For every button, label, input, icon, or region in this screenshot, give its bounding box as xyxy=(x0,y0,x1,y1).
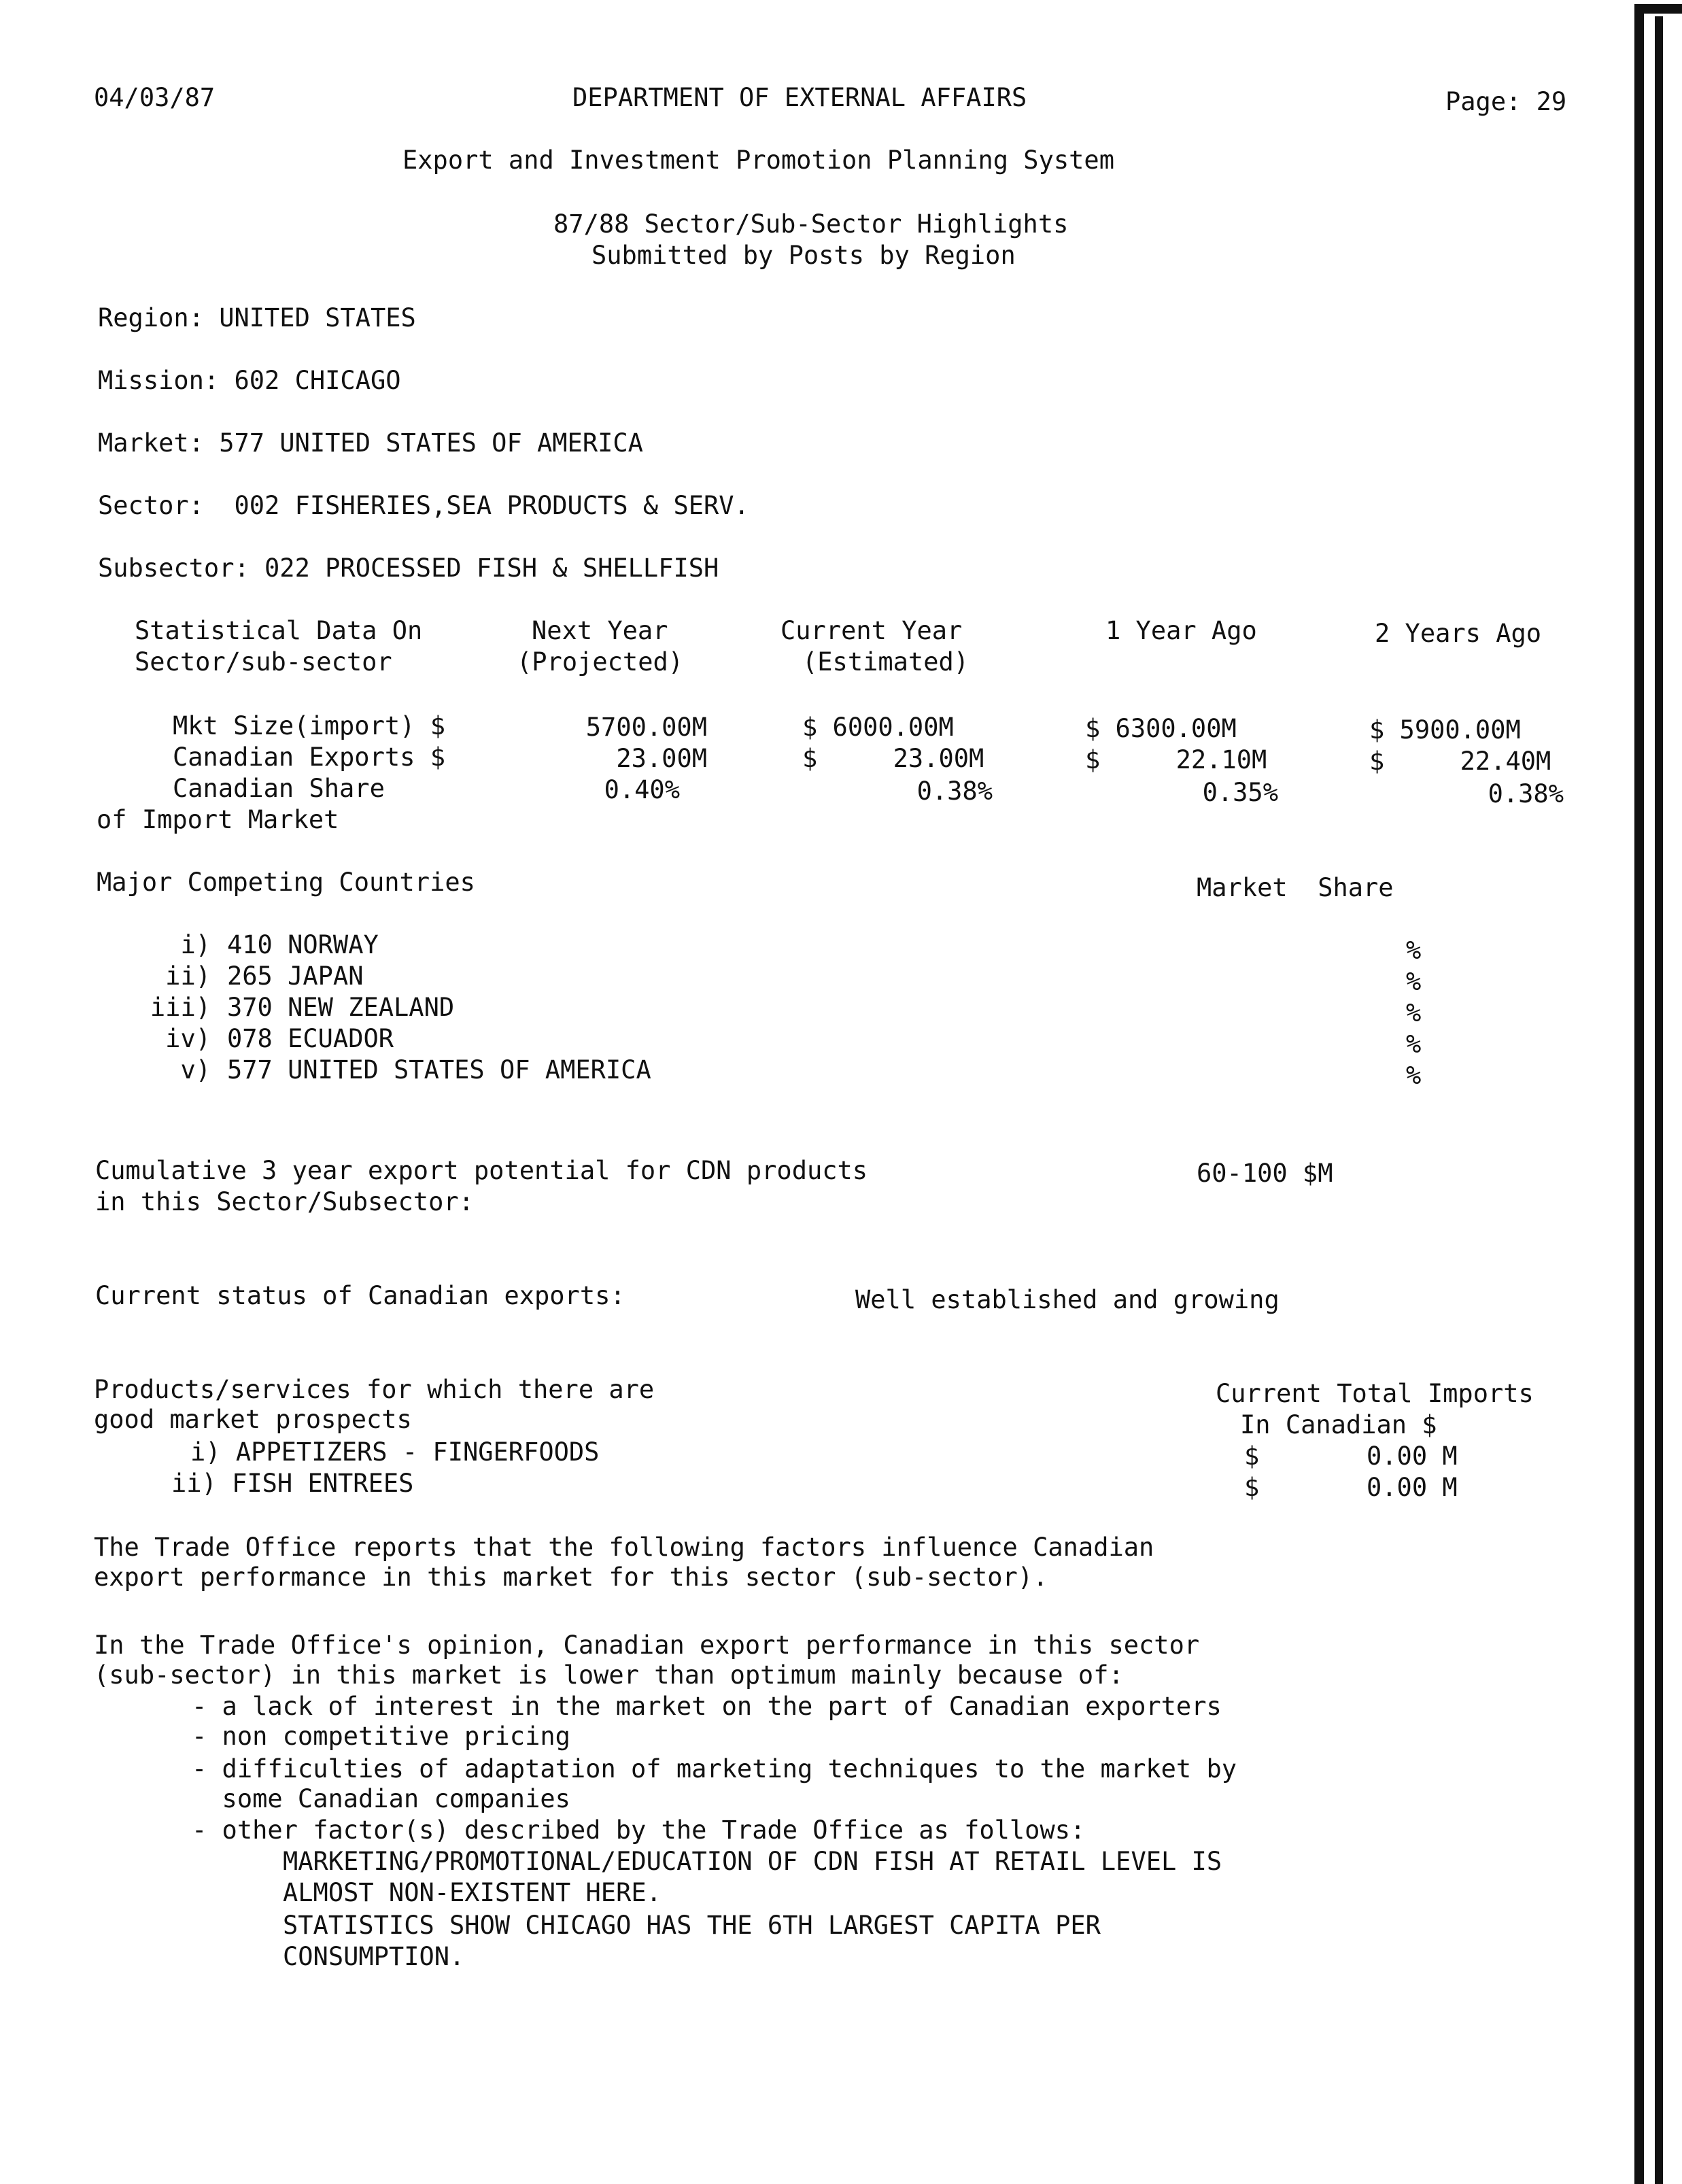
market-line: Market: 577 UNITED STATES OF AMERICA xyxy=(98,428,643,458)
opinion-line: In the Trade Office's opinion, Canadian export performance in this sector xyxy=(94,1631,1200,1660)
competitor-index: iii) xyxy=(150,993,211,1022)
competitor-name: 265 JAPAN xyxy=(227,961,364,991)
cdn-exports-2-ago: $ 22.40M xyxy=(1369,747,1551,776)
competitor-name: 410 NORWAY xyxy=(227,930,379,959)
share-suffix: of Import Market xyxy=(97,805,339,834)
stats-label-2: Sector/sub-sector xyxy=(135,647,392,677)
products-heading: Products/services for which there are xyxy=(94,1375,655,1404)
factor-bullet: some Canadian companies xyxy=(192,1784,570,1813)
report-date: 04/03/87 xyxy=(94,83,216,112)
page-edge-line xyxy=(1634,7,1644,2184)
row-label-mkt-size: Mkt Size(import) $ xyxy=(173,711,445,740)
col-1-year-ago: 1 Year Ago xyxy=(1105,616,1257,645)
cdn-exports-current: $ 23.00M xyxy=(802,744,984,773)
cdn-share-2-ago: 0.38% xyxy=(1488,779,1564,808)
potential-label-2: in this Sector/Subsector: xyxy=(95,1187,474,1216)
opinion-line-2: (sub-sector) in this market is lower than optimum mainly because of: xyxy=(94,1660,1124,1690)
col-current-year-sub: (Estimated) xyxy=(802,647,969,677)
subsector-line: Subsector: 022 PROCESSED FISH & SHELLFISH xyxy=(98,553,719,583)
col-2-years-ago: 2 Years Ago xyxy=(1375,619,1542,648)
product-currency: $ xyxy=(1244,1473,1260,1502)
factor-bullet: - a lack of interest in the market on the part of Canadian exporters xyxy=(192,1692,1222,1721)
factor-bullet: - difficulties of adaptation of marketing techniques to the market by xyxy=(192,1754,1237,1784)
page-edge-line-inner xyxy=(1655,16,1663,2184)
stats-label: Statistical Data On xyxy=(135,616,423,645)
status-label: Current status of Canadian exports: xyxy=(95,1281,625,1310)
factors-intro-2: export performance in this market for this sector (sub-sector). xyxy=(94,1563,1048,1592)
mkt-size-next: 5700.00M xyxy=(585,713,707,742)
cdn-share-next: 0.40% xyxy=(604,775,680,804)
product-value: 0.00 M xyxy=(1367,1441,1458,1471)
col-next-year: Next Year xyxy=(532,616,668,645)
competitor-share: % xyxy=(1406,1061,1422,1090)
competitors-heading: Major Competing Countries xyxy=(97,868,475,897)
competitor-index: ii) xyxy=(165,961,211,991)
department-title: DEPARTMENT OF EXTERNAL AFFAIRS xyxy=(572,83,1027,112)
competitor-name: 577 UNITED STATES OF AMERICA xyxy=(227,1055,651,1085)
report-subtitle: 87/88 Sector/Sub-Sector Highlights xyxy=(553,209,1069,239)
trade-office-note: STATISTICS SHOW CHICAGO HAS THE 6TH LARGEST CAPITA PER xyxy=(283,1911,1101,1940)
factors-intro: The Trade Office reports that the following factors influence Canadian xyxy=(94,1533,1154,1562)
product-item: ii) FISH ENTREES xyxy=(171,1469,414,1498)
system-title: Export and Investment Promotion Planning System xyxy=(402,146,1114,175)
cdn-share-current: 0.38% xyxy=(916,777,993,806)
competitor-share: % xyxy=(1406,967,1422,996)
row-label-cdn-share: Canadian Share xyxy=(173,774,385,803)
imports-heading-2: In Canadian $ xyxy=(1240,1410,1437,1439)
competitor-share: % xyxy=(1406,936,1422,965)
factor-bullet: - non competitive pricing xyxy=(192,1722,570,1751)
potential-label: Cumulative 3 year export potential for CDN products xyxy=(95,1156,868,1185)
report-subtitle-2: Submitted by Posts by Region xyxy=(591,241,1016,270)
competitor-index: iv) xyxy=(165,1024,211,1053)
product-value: 0.00 M xyxy=(1367,1473,1458,1502)
product-item: i) APPETIZERS - FINGERFOODS xyxy=(190,1437,600,1467)
trade-office-note: MARKETING/PROMOTIONAL/EDUCATION OF CDN FISH AT RETAIL LEVEL IS xyxy=(283,1847,1222,1876)
col-next-year-sub: (Projected) xyxy=(517,647,684,677)
competitor-name: 078 ECUADOR xyxy=(227,1024,394,1053)
sector-line: Sector: 002 FISHERIES,SEA PRODUCTS & SERV. xyxy=(98,491,749,520)
cdn-exports-next: 23.00M xyxy=(616,744,707,773)
product-currency: $ xyxy=(1244,1441,1260,1471)
competitor-index: v) xyxy=(180,1055,211,1085)
competitor-index: i) xyxy=(180,930,211,959)
mkt-size-current: $ 6000.00M xyxy=(802,713,954,742)
col-current-year: Current Year xyxy=(780,616,963,645)
page-number: Page: 29 xyxy=(1445,87,1567,116)
cdn-share-1-ago: 0.35% xyxy=(1202,778,1278,807)
region-line: Region: UNITED STATES xyxy=(98,303,416,332)
products-heading-2: good market prospects xyxy=(94,1405,412,1434)
potential-value: 60-100 $M xyxy=(1197,1159,1333,1188)
trade-office-note: ALMOST NON-EXISTENT HERE. xyxy=(283,1878,662,1907)
status-value: Well established and growing xyxy=(855,1285,1280,1314)
competitor-share: % xyxy=(1406,998,1422,1027)
market-share-heading: Market Share xyxy=(1197,873,1394,902)
competitor-name: 370 NEW ZEALAND xyxy=(227,993,455,1022)
imports-heading: Current Total Imports xyxy=(1216,1379,1534,1408)
mission-line: Mission: 602 CHICAGO xyxy=(98,366,401,395)
mkt-size-2-ago: $ 5900.00M xyxy=(1369,715,1521,745)
competitor-share: % xyxy=(1406,1029,1422,1059)
cdn-exports-1-ago: $ 22.10M xyxy=(1085,745,1267,774)
factor-bullet: - other factor(s) described by the Trade Office as follows: xyxy=(192,1815,1086,1845)
mkt-size-1-ago: $ 6300.00M xyxy=(1085,714,1237,743)
trade-office-note: CONSUMPTION. xyxy=(283,1942,465,1971)
row-label-cdn-exports: Canadian Exports $ xyxy=(173,743,445,772)
